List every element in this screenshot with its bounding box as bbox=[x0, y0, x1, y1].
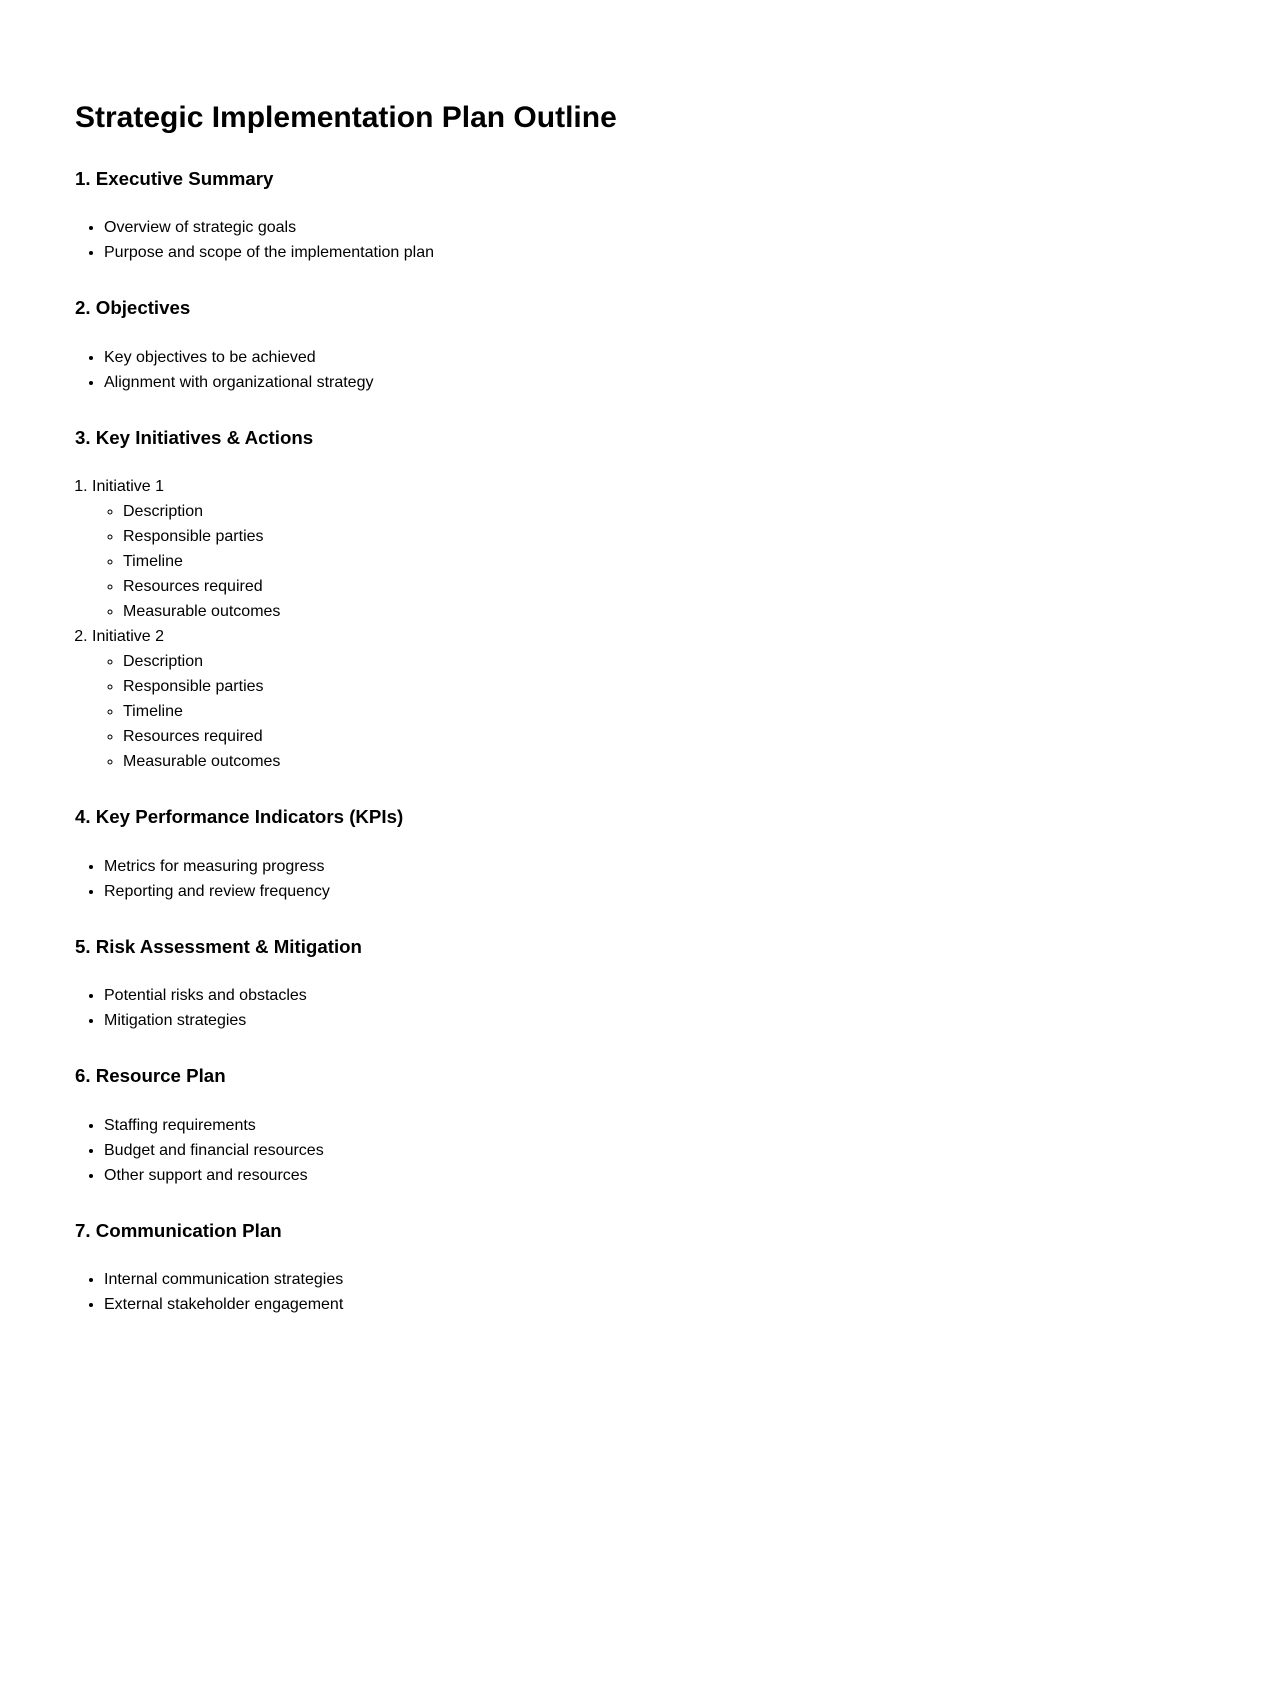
bullet-list bbox=[75, 215, 1188, 265]
section-heading: 3. Key Initiatives & Actions bbox=[75, 426, 314, 448]
section-risk-assessment bbox=[75, 936, 1188, 1033]
section-objectives bbox=[75, 297, 1188, 394]
sub-bullet-item: ◦ Resources required bbox=[123, 724, 1188, 749]
section-key-initiatives bbox=[75, 427, 1188, 774]
sub-bullet-item: ◦ Resources required bbox=[123, 574, 1188, 599]
bullet-item: • Potential risks and obstacles bbox=[104, 983, 1188, 1008]
sub-bullet-item: ◦ Description bbox=[123, 499, 1188, 524]
initiative-item bbox=[92, 624, 1188, 774]
bullet-item: • Overview of strategic goals bbox=[104, 215, 1188, 240]
sub-bullet-list bbox=[92, 499, 1188, 624]
section-kpis bbox=[75, 806, 1188, 903]
section-executive-summary bbox=[75, 168, 1188, 265]
sub-bullet-item: ◦ Description bbox=[123, 649, 1188, 674]
sub-bullet-item: ◦ Responsible parties bbox=[123, 524, 1188, 549]
bullet-item: • Key objectives to be achieved bbox=[104, 345, 1188, 370]
bullet-list bbox=[75, 1113, 1188, 1188]
bullet-list bbox=[75, 983, 1188, 1033]
bullet-list bbox=[75, 1267, 1188, 1317]
section-communication-plan bbox=[75, 1220, 1188, 1317]
sub-bullet-item: ◦ Timeline bbox=[123, 549, 1188, 574]
section-heading: 1. Executive Summary bbox=[75, 168, 274, 189]
document-title: Strategic Implementation Plan Outline bbox=[75, 101, 617, 134]
sub-bullet-item: ◦ Measurable outcomes bbox=[123, 749, 1188, 774]
sub-bullet-item: ◦ Timeline bbox=[123, 699, 1188, 724]
bullet-item: • Budget and financial resources bbox=[104, 1138, 1188, 1163]
bullet-item: • Purpose and scope of the implementation plan bbox=[104, 240, 1188, 265]
bullet-item: • Alignment with organizational strategy bbox=[104, 370, 1188, 395]
initiative-label: Initiative 1 bbox=[92, 478, 165, 496]
section-heading: 2. Objectives bbox=[75, 297, 191, 319]
section-heading: 5. Risk Assessment & Mitigation bbox=[75, 935, 362, 957]
section-heading: 7. Communication Plan bbox=[75, 1219, 282, 1241]
initiative-label: Initiative 2 bbox=[92, 628, 165, 646]
bullet-item: • External stakeholder engagement bbox=[104, 1292, 1188, 1317]
bullet-list bbox=[75, 345, 1188, 395]
initiatives-list bbox=[75, 474, 1188, 774]
bullet-item: • Other support and resources bbox=[104, 1163, 1188, 1188]
section-heading: 6. Resource Plan bbox=[75, 1065, 226, 1087]
bullet-item: • Internal communication strategies bbox=[104, 1267, 1188, 1292]
sub-bullet-list bbox=[92, 649, 1188, 774]
bullet-item: • Staffing requirements bbox=[104, 1113, 1188, 1138]
section-resource-plan bbox=[75, 1065, 1188, 1187]
bullet-list bbox=[75, 854, 1188, 904]
initiative-item bbox=[92, 474, 1188, 624]
bullet-item: • Metrics for measuring progress bbox=[104, 854, 1188, 879]
bullet-item: • Reporting and review frequency bbox=[104, 879, 1188, 904]
bullet-item: • Mitigation strategies bbox=[104, 1008, 1188, 1033]
sub-bullet-item: ◦ Measurable outcomes bbox=[123, 599, 1188, 624]
section-heading: 4. Key Performance Indicators (KPIs) bbox=[75, 806, 404, 828]
sub-bullet-item: ◦ Responsible parties bbox=[123, 674, 1188, 699]
